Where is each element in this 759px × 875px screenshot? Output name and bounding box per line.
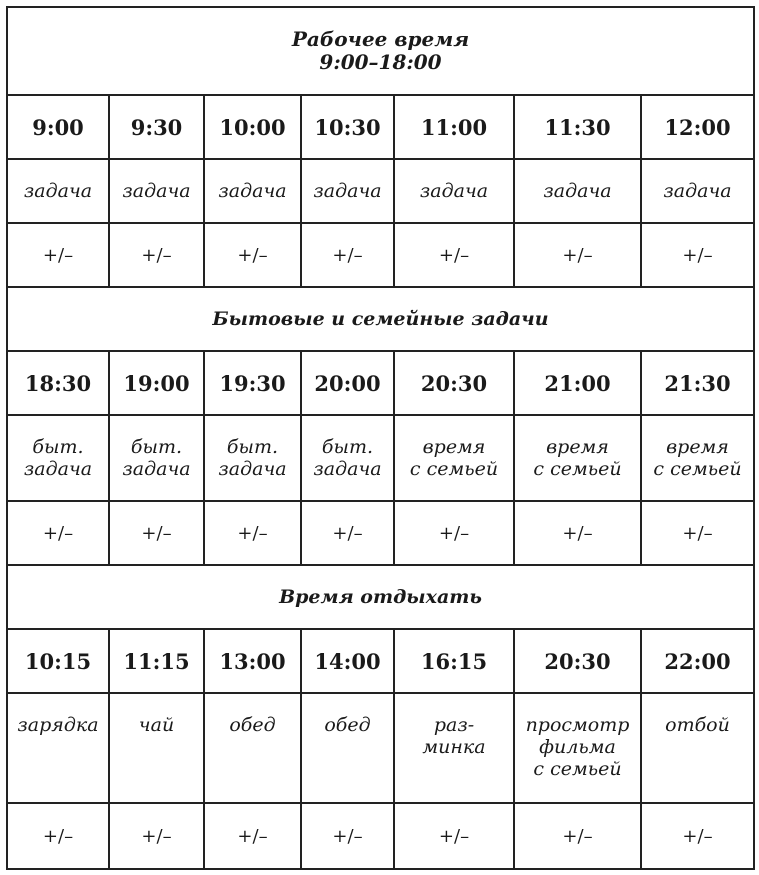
task-cell [7,415,109,501]
completion-mark: +/– [301,501,394,565]
time-cell: 18:30 [7,351,109,415]
completion-mark: +/– [109,223,204,287]
task-line: задача [23,458,93,480]
title-row [7,7,754,95]
task-line: время [666,436,729,458]
household-times-row [7,351,754,415]
completion-mark: +/– [641,803,754,869]
schedule-table [6,6,755,870]
completion-mark: +/– [301,803,394,869]
task-line: фильма [539,736,616,758]
work-times-row [7,95,754,159]
time-cell: 21:30 [641,351,754,415]
completion-mark: +/– [514,501,641,565]
task-line: обед [229,714,276,736]
completion-mark: +/– [514,223,641,287]
task-line: с семьей [533,458,622,480]
task-line: задача [663,180,732,202]
task-line: время [422,436,486,458]
time-cell: 9:00 [7,95,109,159]
completion-mark: +/– [109,803,204,869]
task-line: быт. [32,436,84,458]
task-cell [204,159,301,223]
completion-mark: +/– [641,501,754,565]
task-line: задача [543,180,612,202]
time-cell: 11:30 [514,95,641,159]
time-cell: 19:00 [109,351,204,415]
completion-mark: +/– [7,223,109,287]
task-cell [394,693,514,803]
task-cell [514,415,641,501]
task-line: просмотр [525,714,630,736]
completion-mark: +/– [7,803,109,869]
task-cell [7,693,109,803]
time-cell: 10:15 [7,629,109,693]
task-line: быт. [130,436,183,458]
task-cell [109,159,204,223]
completion-mark: +/– [394,501,514,565]
task-cell [514,159,641,223]
task-line: обед [324,714,371,736]
task-line: с семьей [653,458,742,480]
task-line: минка [422,736,486,758]
task-line: задача [313,458,382,480]
task-cell [109,415,204,501]
time-cell: 21:00 [514,351,641,415]
time-cell: 19:30 [204,351,301,415]
household-heading-row [7,287,754,351]
task-line: чай [138,714,175,736]
task-line: задача [218,180,287,202]
time-cell: 16:15 [394,629,514,693]
task-cell [301,159,394,223]
task-line: задача [122,180,191,202]
household-tasks-row [7,415,754,501]
rest-times-row [7,629,754,693]
completion-mark: +/– [204,803,301,869]
time-cell: 9:30 [109,95,204,159]
task-cell [109,693,204,803]
time-cell: 10:30 [301,95,394,159]
task-cell [394,415,514,501]
task-line: задача [122,458,191,480]
task-cell [641,415,754,501]
task-line: зарядка [17,714,99,736]
task-line: с семьей [409,458,499,480]
time-cell: 12:00 [641,95,754,159]
completion-mark: +/– [301,223,394,287]
table-title [7,7,754,95]
time-cell: 10:00 [204,95,301,159]
completion-mark: +/– [514,803,641,869]
household-marks-row [7,501,754,565]
task-line: с семьей [533,758,622,780]
task-line: отбой [665,714,730,736]
task-cell [394,159,514,223]
task-cell [641,159,754,223]
time-cell: 20:00 [301,351,394,415]
task-line: быт. [321,436,374,458]
task-line: быт. [226,436,279,458]
completion-mark: +/– [394,223,514,287]
completion-mark: +/– [109,501,204,565]
time-cell: 11:15 [109,629,204,693]
completion-mark: +/– [204,223,301,287]
completion-mark: +/– [7,501,109,565]
task-cell [301,693,394,803]
work-marks-row [7,223,754,287]
time-cell: 14:00 [301,629,394,693]
completion-mark: +/– [204,501,301,565]
title-line-1: Рабочее время [291,27,470,51]
task-cell [204,693,301,803]
task-line: задача [419,180,489,202]
task-line: раз- [433,714,475,736]
time-cell: 11:00 [394,95,514,159]
rest-tasks-row [7,693,754,803]
time-cell: 13:00 [204,629,301,693]
task-line: задача [313,180,382,202]
task-cell [514,693,641,803]
task-cell [641,693,754,803]
completion-mark: +/– [394,803,514,869]
task-cell [7,159,109,223]
rest-marks-row [7,803,754,869]
section-heading-household: Бытовые и семейные задачи [7,287,754,351]
task-line: задача [218,458,287,480]
title-line-2: 9:00–18:00 [319,50,442,74]
time-cell: 22:00 [641,629,754,693]
time-cell: 20:30 [394,351,514,415]
task-cell [301,415,394,501]
time-cell: 20:30 [514,629,641,693]
rest-heading-row [7,565,754,629]
task-line: задача [23,180,93,202]
work-tasks-row [7,159,754,223]
completion-mark: +/– [641,223,754,287]
task-cell [204,415,301,501]
task-line: время [546,436,609,458]
section-heading-rest: Время отдыхать [7,565,754,629]
